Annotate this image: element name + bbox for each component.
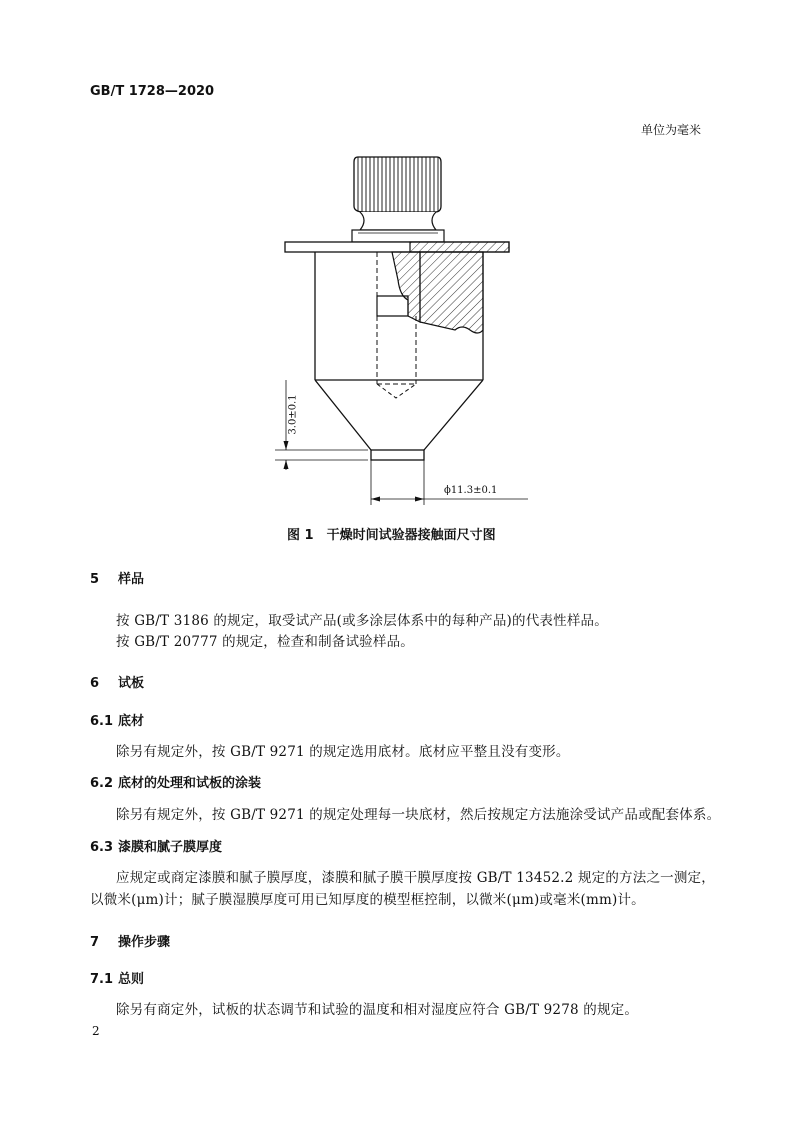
section-6-2-para: 除另有规定外，按 GB/T 9271 的规定处理每一块底材，然后按规定方法施涂受试产品或配套体系。	[116, 807, 721, 823]
section-5-para-1: 按 GB/T 3186 的规定，取受试产品(或多涂层体系中的每种产品)的代表性样品。	[116, 613, 608, 629]
figure-caption: 图 1 干燥时间试验器接触面尺寸图	[287, 528, 496, 543]
section-7-heading: 7 操作步骤	[90, 935, 171, 950]
section-5-heading: 5 样品	[90, 572, 145, 587]
cone-tip	[315, 380, 483, 460]
section-7-1-para: 除另有商定外，试板的状态调节和试验的温度和相对湿度应符合 GB/T 9278 的规定。	[116, 1002, 639, 1018]
section-6-3-para-line-1: 应规定或商定漆膜和腻子膜厚度，漆膜和腻子膜干膜厚度按 GB/T 13452.2 规定的方法之一测定，	[116, 870, 715, 886]
page-number: 2	[92, 1024, 100, 1038]
diameter-dimension	[371, 460, 528, 505]
technical-drawing	[0, 0, 793, 520]
standard-code: GB/T 1728—2020	[90, 84, 215, 99]
cylinder-body	[315, 252, 483, 398]
section-6-heading: 6 试板	[90, 676, 145, 691]
section-6-2-heading: 6.2 底材的处理和试板的涂装	[90, 776, 262, 791]
section-6-3-para-line-2: 以微米(μm)计；腻子膜湿膜厚度可用已知厚度的模型框控制，以微米(μm)或毫米(mm)计。	[90, 892, 645, 908]
section-7-1-heading: 7.1 总则	[90, 972, 145, 987]
section-5-para-2: 按 GB/T 20777 的规定，检查和制备试验样品。	[116, 634, 414, 650]
section-6-3-heading: 6.3 漆膜和腻子膜厚度	[90, 840, 223, 855]
diameter-dimension-label: ϕ11.3±0.1	[444, 485, 498, 496]
section-6-1-heading: 6.1 底材	[90, 714, 145, 729]
section-6-1-para: 除另有规定外，按 GB/T 9271 的规定选用底材。底材应平整且没有变形。	[116, 744, 570, 760]
height-dimension-label: 3.0±0.1	[287, 394, 299, 435]
knurled-knob	[352, 157, 444, 242]
unit-note: 单位为毫米	[641, 123, 702, 137]
